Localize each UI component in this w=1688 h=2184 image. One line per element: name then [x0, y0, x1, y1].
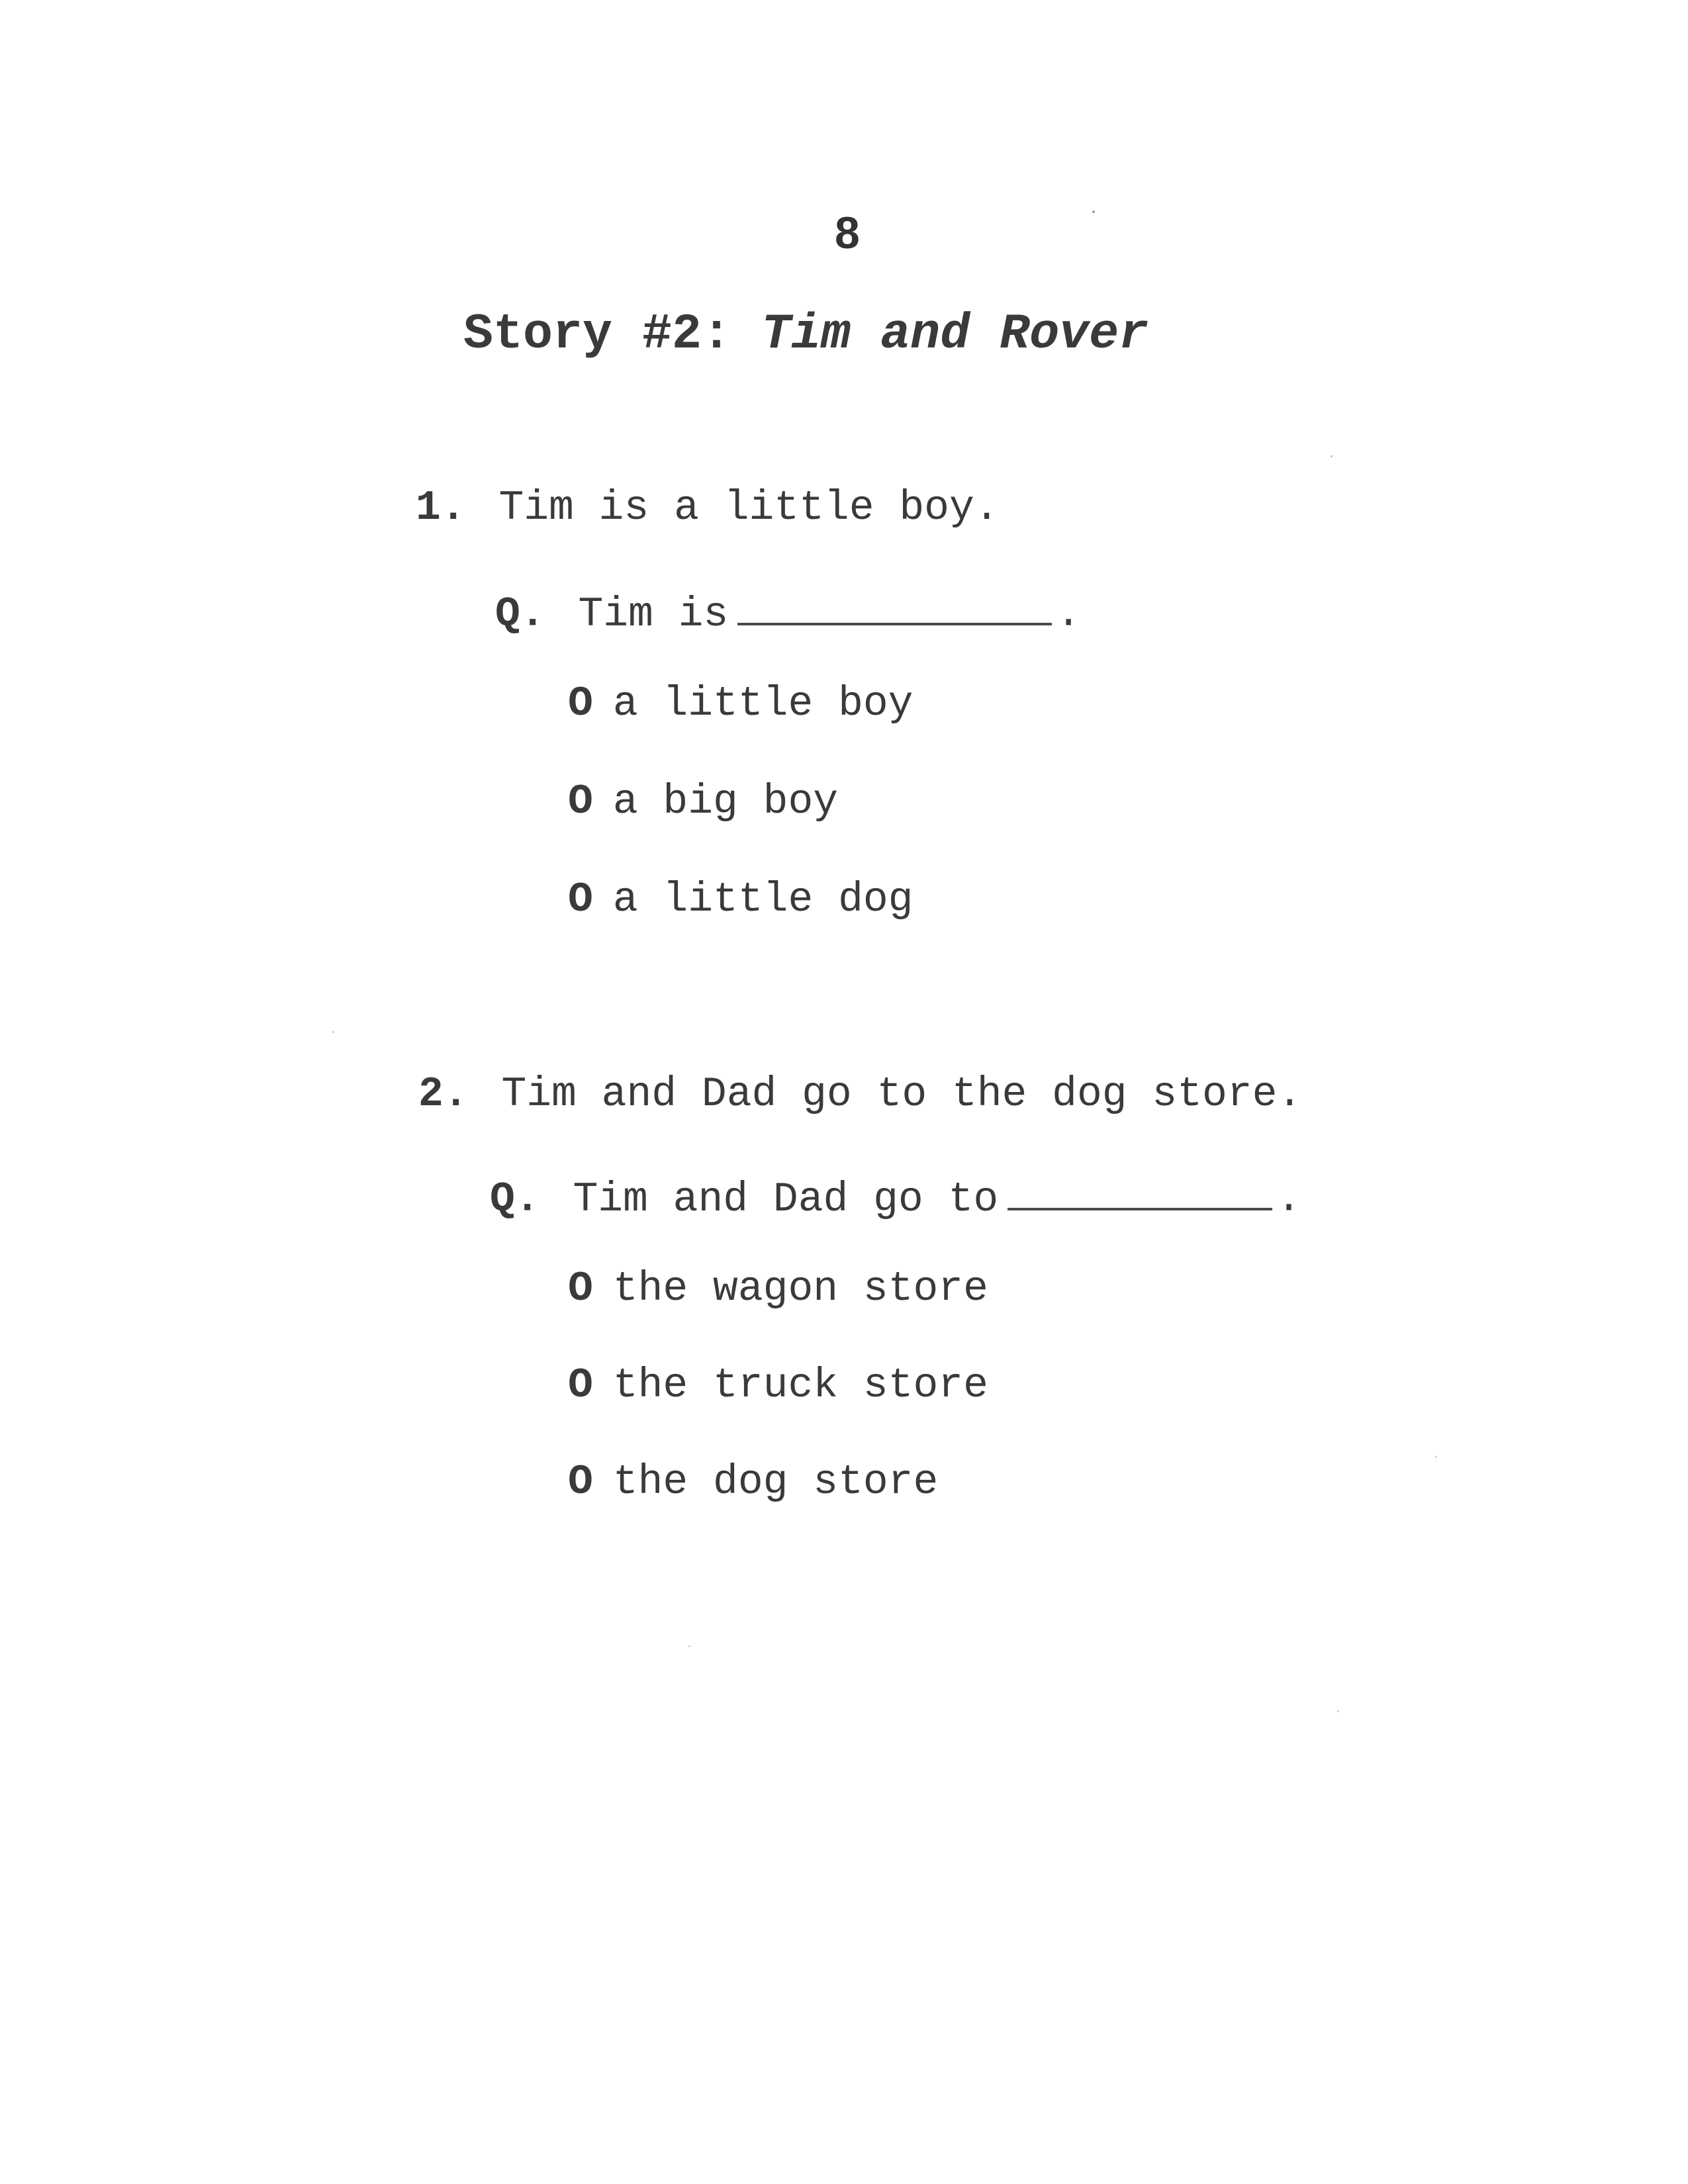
scan-speck — [1092, 210, 1095, 213]
item-2-option-1[interactable] — [568, 1265, 988, 1312]
item-1-question-marker: Q. — [495, 590, 545, 638]
story-title-prefix: Story #2: — [463, 306, 732, 363]
item-2-question-stem: Tim and Dad go to — [573, 1175, 999, 1223]
item-2-option-1-label: the wagon store — [612, 1265, 988, 1312]
item-2-question-end: . — [1276, 1175, 1301, 1223]
item-1-option-3-label: a little dog — [612, 876, 914, 923]
item-1-sentence-line — [416, 484, 1000, 531]
story-title-name: Tim and Rover — [761, 306, 1149, 363]
item-2-sentence: Tim and Dad go to the dog store. — [501, 1071, 1303, 1118]
item-1-option-2[interactable] — [568, 778, 839, 825]
item-2-number: 2. — [418, 1071, 469, 1118]
story-title — [463, 306, 1149, 363]
item-1-option-2-bubble-icon[interactable]: O — [568, 778, 593, 825]
item-1-sentence: Tim is a little boy. — [498, 484, 1000, 531]
item-1-answer-blank — [737, 585, 1052, 625]
item-1-option-1-label: a little boy — [612, 680, 914, 727]
scan-speck — [1337, 1710, 1339, 1712]
item-2-question-marker: Q. — [490, 1175, 540, 1223]
item-2-sentence-line — [418, 1071, 1303, 1118]
scan-speck — [688, 1645, 690, 1647]
scan-speck — [1331, 455, 1333, 457]
item-1-option-1-bubble-icon[interactable]: O — [568, 680, 593, 727]
item-2-option-2[interactable] — [568, 1362, 988, 1409]
item-2-option-3[interactable] — [568, 1459, 939, 1506]
item-2-option-3-bubble-icon[interactable]: O — [568, 1459, 593, 1506]
item-2-answer-blank — [1008, 1170, 1272, 1210]
item-1-option-2-label: a big boy — [612, 778, 839, 825]
item-2-option-1-bubble-icon[interactable]: O — [568, 1265, 593, 1312]
scan-speck — [1435, 1456, 1437, 1458]
item-2-question-line — [490, 1170, 1301, 1223]
page-number: 8 — [835, 208, 860, 258]
item-1-question-stem: Tim is — [578, 590, 729, 638]
item-1-question-line — [495, 585, 1082, 638]
item-2-option-3-label: the dog store — [612, 1459, 939, 1506]
item-1-number: 1. — [416, 484, 466, 531]
item-1-option-3-bubble-icon[interactable]: O — [568, 876, 593, 923]
item-1-option-3[interactable] — [568, 876, 914, 923]
item-2-option-2-label: the truck store — [612, 1362, 988, 1409]
item-1-question-end: . — [1056, 590, 1082, 638]
item-2-option-2-bubble-icon[interactable]: O — [568, 1362, 593, 1409]
scan-speck — [332, 1031, 334, 1033]
item-1-option-1[interactable] — [568, 680, 914, 727]
